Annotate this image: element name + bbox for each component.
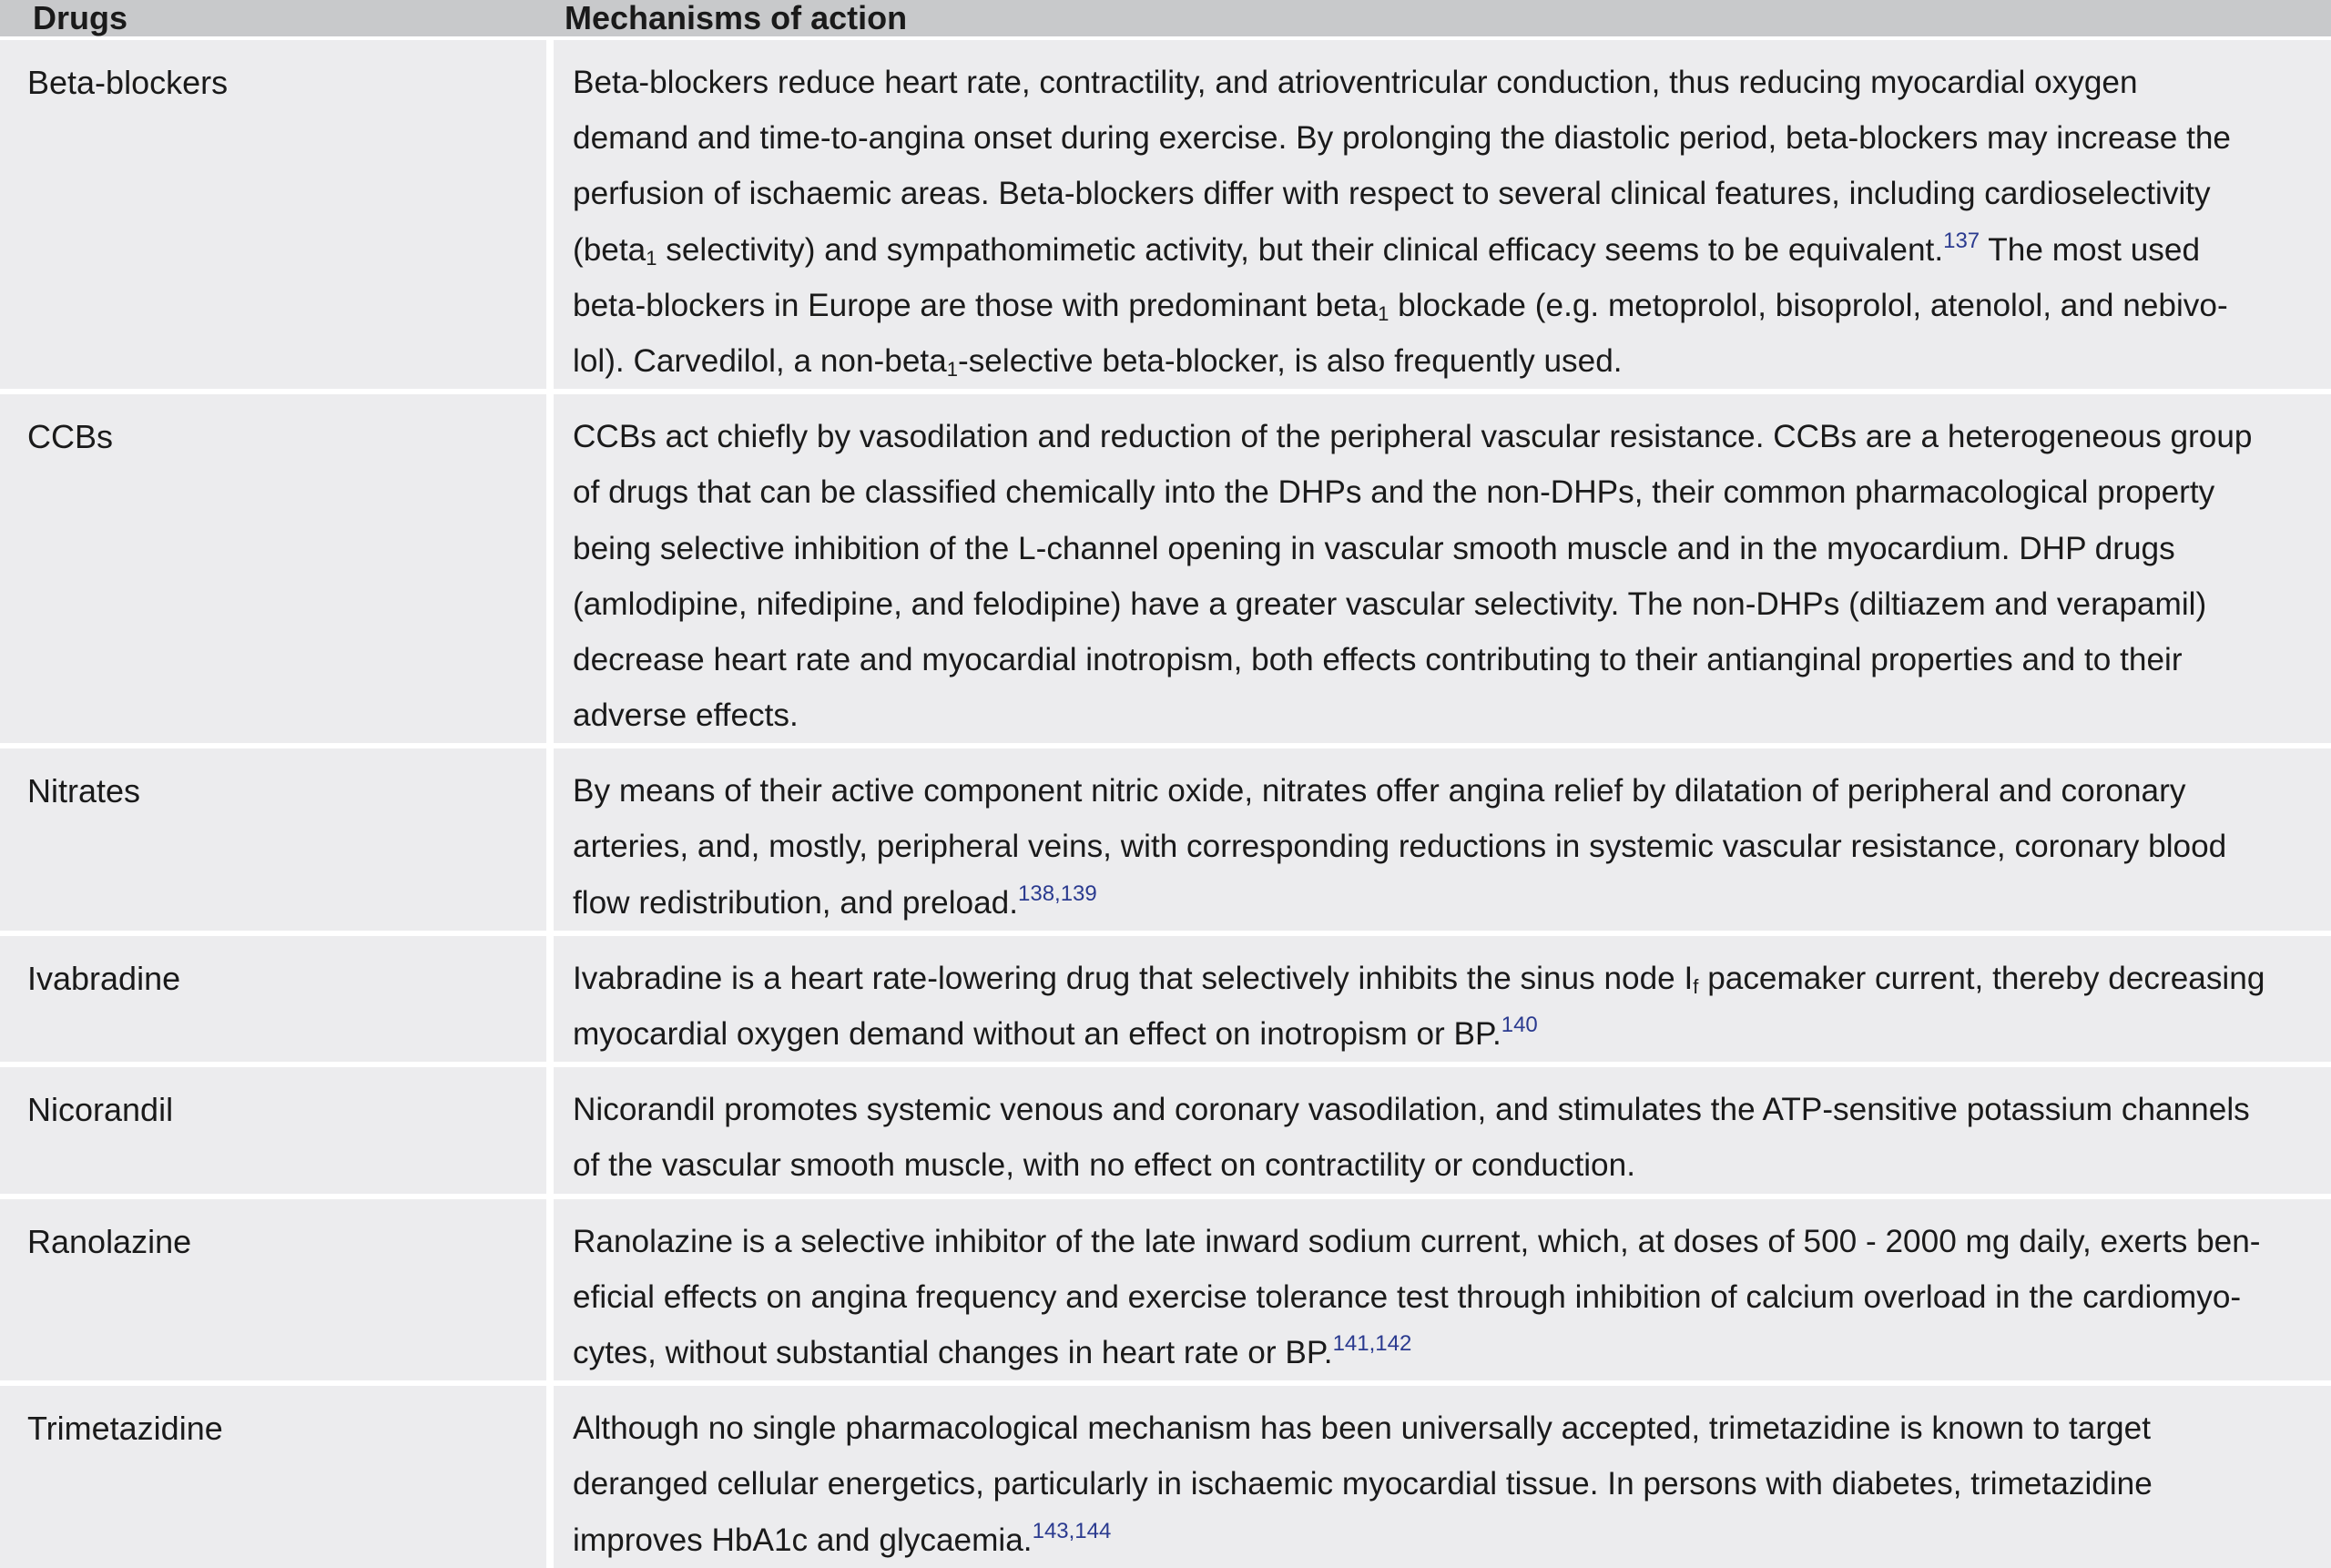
mechanism-line bbox=[573, 576, 2331, 632]
mechanism-line bbox=[573, 222, 2331, 278]
text-run: demand and time-to-angina onset during exercise. By prolonging the diastolic period, beta-blockers may increase the bbox=[573, 120, 2232, 157]
mechanism-text bbox=[554, 748, 2331, 931]
subscript: 1 bbox=[646, 246, 657, 270]
text-run: arteries, and, mostly, peripheral veins, with corresponding reductions in systemic vascular resistance, coronary blood bbox=[573, 829, 2227, 865]
mechanism-line bbox=[573, 1082, 2331, 1137]
mechanism-text bbox=[554, 936, 2331, 1062]
table-body bbox=[0, 40, 2331, 1568]
text-run: pacemaker current, thereby decreasing bbox=[1698, 960, 2265, 996]
table-row bbox=[0, 936, 2331, 1067]
mechanism-line bbox=[573, 763, 2331, 819]
reference-link[interactable]: 137 bbox=[1943, 228, 1980, 253]
table-row bbox=[0, 394, 2331, 748]
table-row bbox=[0, 40, 2331, 394]
subscript: 1 bbox=[1378, 301, 1389, 325]
table-row bbox=[0, 748, 2331, 936]
mechanism-text bbox=[554, 40, 2331, 389]
drug-name: Nitrates bbox=[0, 748, 554, 931]
text-run: decrease heart rate and myocardial inotropism, both effects contributing to their antianginal properties and to their bbox=[573, 641, 2183, 677]
mechanism-line bbox=[573, 1456, 2331, 1512]
text-run: cytes, without substantial changes in heart rate or BP. bbox=[573, 1334, 1333, 1370]
mechanism-line bbox=[573, 166, 2331, 221]
reference-link[interactable]: 141,142 bbox=[1332, 1330, 1412, 1356]
text-run: CCBs act chiefly by vasodilation and reduction of the peripheral vascular resistance. CCBs are a heterogeneous group bbox=[573, 419, 2253, 455]
subscript: f bbox=[1693, 974, 1699, 998]
drug-name: Beta-blockers bbox=[0, 40, 554, 389]
text-run: Although no single pharmacological mechanism has been universally accepted, trimetazidine is known to target bbox=[573, 1410, 2151, 1447]
text-run: selectivity) and sympathomimetic activity, but their clinical efficacy seems to be equivalent. bbox=[657, 231, 1944, 268]
text-run: Beta-blockers reduce heart rate, contractility, and atrioventricular conduction, thus reducing myocardial oxygen bbox=[573, 65, 2138, 100]
mechanism-text bbox=[554, 1199, 2331, 1381]
reference-link[interactable]: 140 bbox=[1501, 1013, 1538, 1037]
mechanism-line bbox=[573, 1214, 2331, 1269]
mechanism-line bbox=[573, 1137, 2331, 1193]
mechanism-text bbox=[554, 1386, 2331, 1568]
mechanism-line bbox=[573, 951, 2331, 1006]
table-row bbox=[0, 1067, 2331, 1198]
text-run: myocardial oxygen demand without an effect on inotropism or BP. bbox=[573, 1016, 1501, 1052]
text-run: perfusion of ischaemic areas. Beta-blockers differ with respect to several clinical features, including cardioselectivity bbox=[573, 176, 2211, 212]
text-run: Nicorandil promotes systemic venous and coronary vasodilation, and stimulates the ATP-sensitive potassium channels bbox=[573, 1092, 2250, 1128]
text-run: of drugs that can be classified chemically into the DHPs and the non-DHPs, their common pharmacological property bbox=[573, 474, 2215, 511]
text-run: (beta bbox=[573, 231, 646, 268]
mechanism-line bbox=[573, 875, 2331, 931]
drug-name: CCBs bbox=[0, 394, 554, 743]
reference-link[interactable]: 143,144 bbox=[1032, 1518, 1112, 1543]
drug-name: Ranolazine bbox=[0, 1199, 554, 1381]
text-run: lol). Carvedilol, a non-beta bbox=[573, 342, 947, 379]
mechanism-text bbox=[554, 1067, 2331, 1193]
text-run: blockade (e.g. metoprolol, bisoprolol, atenolol, and nebivo- bbox=[1389, 287, 2228, 323]
mechanism-line bbox=[573, 55, 2331, 110]
text-run: adverse effects. bbox=[573, 697, 799, 734]
text-run: By means of their active component nitric oxide, nitrates offer angina relief by dilatation of peripheral and coronary bbox=[573, 773, 2186, 809]
mechanism-text bbox=[554, 394, 2331, 743]
text-run: being selective inhibition of the L-channel opening in vascular smooth muscle and in the myocardium. DHP drugs bbox=[573, 530, 2175, 566]
mechanism-line bbox=[573, 278, 2331, 333]
mechanism-line bbox=[573, 464, 2331, 520]
mechanism-line bbox=[573, 1512, 2331, 1568]
mechanism-line bbox=[573, 1325, 2331, 1380]
text-run: Ivabradine is a heart rate-lowering drug that selectively inhibits the sinus node I bbox=[573, 960, 1694, 996]
mechanism-line bbox=[573, 521, 2331, 576]
table-row bbox=[0, 1199, 2331, 1387]
drug-name: Trimetazidine bbox=[0, 1386, 554, 1568]
header-drugs: Drugs bbox=[33, 0, 128, 36]
mechanism-line bbox=[573, 632, 2331, 687]
text-run: eficial effects on angina frequency and exercise tolerance test through inhibition of calcium overload in the cardiomyo- bbox=[573, 1278, 2242, 1315]
text-run: beta-blockers in Europe are those with predominant beta bbox=[573, 287, 1379, 323]
mechanism-line bbox=[573, 1269, 2331, 1325]
text-run: improves HbA1c and glycaemia. bbox=[573, 1522, 1033, 1558]
table-header bbox=[0, 0, 2331, 40]
table-row bbox=[0, 1386, 2331, 1568]
mechanism-line bbox=[573, 409, 2331, 464]
mechanism-line bbox=[573, 1006, 2331, 1062]
text-run: flow redistribution, and preload. bbox=[573, 884, 1018, 921]
text-run: (amlodipine, nifedipine, and felodipine) have a greater vascular selectivity. The non-DHPs (diltiazem and verapamil) bbox=[573, 585, 2207, 622]
mechanism-line bbox=[573, 687, 2331, 743]
drug-name: Nicorandil bbox=[0, 1067, 554, 1193]
text-run: -selective beta-blocker, is also frequently used. bbox=[958, 342, 1623, 379]
header-mechanisms: Mechanisms of action bbox=[565, 0, 908, 36]
text-run: deranged cellular energetics, particularly in ischaemic myocardial tissue. In persons with diabetes, trimetazidine bbox=[573, 1466, 2153, 1502]
subscript: 1 bbox=[946, 357, 958, 381]
mechanism-line bbox=[573, 819, 2331, 874]
mechanism-line bbox=[573, 333, 2331, 389]
mechanism-line bbox=[573, 110, 2331, 166]
reference-link[interactable]: 138,139 bbox=[1018, 881, 1097, 906]
text-run: of the vascular smooth muscle, with no effect on contractility or conduction. bbox=[573, 1147, 1635, 1184]
mechanism-line bbox=[573, 1400, 2331, 1456]
text-run: The most used bbox=[1980, 231, 2201, 268]
drug-name: Ivabradine bbox=[0, 936, 554, 1062]
text-run: Ranolazine is a selective inhibitor of the late inward sodium current, which, at doses of 500 - 2000 mg daily, exerts ben- bbox=[573, 1223, 2261, 1259]
